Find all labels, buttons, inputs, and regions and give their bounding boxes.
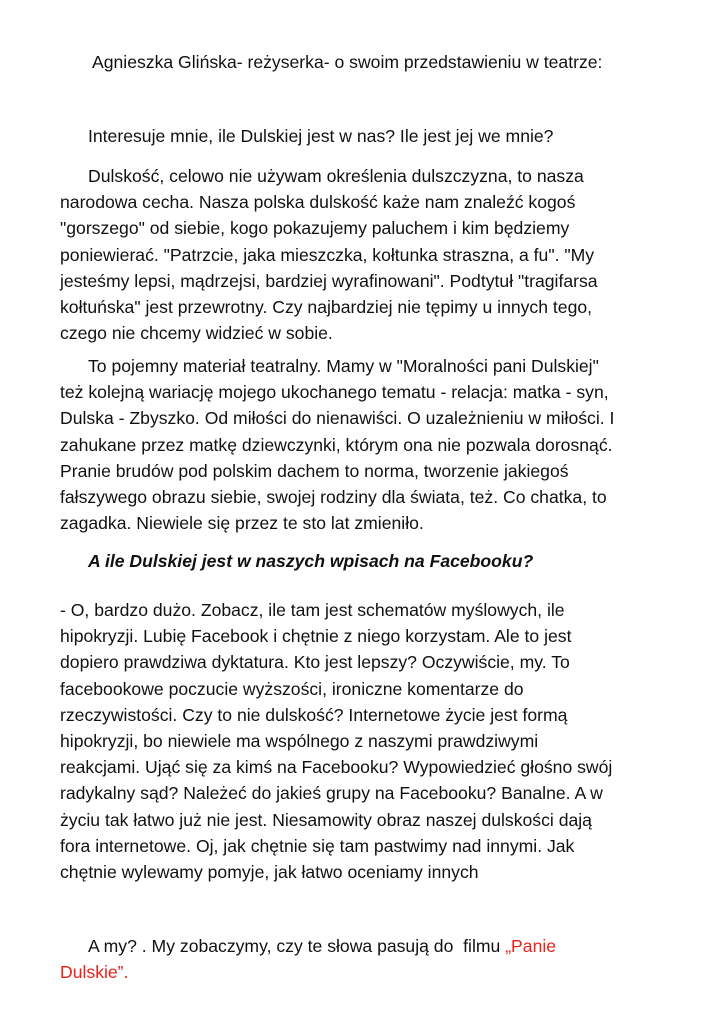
paragraph-3-line: dopiero prawdziwa dyktatura. Kto jest lepszy? Oczywiście, my. To bbox=[60, 652, 570, 673]
paragraph-3-line: reakcjami. Ująć się za kimś na Facebooku? Wypowiedzieć głośno swój bbox=[60, 757, 613, 778]
paragraph-1-line: Dulskość, celowo nie używam określenia dulszczyzna, to nasza bbox=[88, 166, 584, 186]
film-title-link: „Panie bbox=[505, 936, 557, 956]
paragraph-1 bbox=[60, 163, 680, 346]
paragraph-3-line: facebookowe poczucie wyższości, ironiczne komentarze do bbox=[60, 678, 524, 699]
paragraph-3-line: hipokryzji. Lubię Facebook i chętnie z niego korzystam. Ale to jest bbox=[60, 626, 572, 647]
paragraph-2-line: też kolejną wariację mojego ukochanego tematu - relacja: matka - syn, bbox=[60, 382, 609, 403]
question-1-text: Interesuje mnie, ile Dulskiej jest w nas? Ile jest jej we mnie? bbox=[88, 126, 554, 146]
paragraph-3-line: radykalny sąd? Należeć do jakieś grupy na Facebooku? Banalne. A w bbox=[60, 783, 603, 804]
closing-paragraph bbox=[60, 933, 680, 985]
question-2 bbox=[60, 548, 680, 574]
film-title-link-continued: Dulskie”. bbox=[60, 962, 129, 983]
paragraph-2-line: Pranie brudów pod polskim dachem to norma, tworzenie jakiegoś bbox=[60, 460, 569, 481]
paragraph-1-line: kołtuńska" jest przewrotny. Czy najbardziej nie tępimy u innych tego, bbox=[60, 297, 593, 318]
paragraph-3-line: fora internetowe. Oj, jak chętnie się tam pastwimy nad innymi. Jak bbox=[60, 835, 575, 856]
paragraph-3-line: rzeczywistości. Czy to nie dulskość? Internetowe życie jest formą bbox=[60, 704, 568, 725]
paragraph-3-line: hipokryzji, bo niewiele ma wspólnego z naszymi prawdziwymi bbox=[60, 731, 539, 752]
paragraph-2 bbox=[60, 353, 680, 536]
paragraph-3 bbox=[60, 597, 680, 885]
paragraph-1-line: "gorszego" od siebie, kogo pokazujemy paluchem i kim będziemy bbox=[60, 218, 570, 239]
question-2-text: A ile Dulskiej jest w naszych wpisach na Facebooku? bbox=[88, 551, 534, 571]
paragraph-1-line: jesteśmy lepsi, mądrzejsi, bardziej wyrafinowani". Podtytuł "tragifarsa bbox=[60, 270, 598, 291]
paragraph-1-line: narodowa cecha. Nasza polska dulskość każe nam znaleźć kogoś bbox=[60, 192, 576, 213]
paragraph-2-line: zagadka. Niewiele się przez te sto lat zmieniło. bbox=[60, 513, 424, 534]
paragraph-2-line: Dulska - Zbyszko. Od miłości do nienawiści. O uzależnieniu w miłości. I bbox=[60, 408, 615, 429]
paragraph-3-line: życiu tak łatwo już nie jest. Niesamowity obraz naszej dulskości dają bbox=[60, 809, 592, 830]
paragraph-2-line: fałszywego obrazu siebie, swojej rodziny dla świata, też. Co chatka, to bbox=[60, 487, 607, 508]
paragraph-3-line: chętnie wylewamy pomyje, jak łatwo oceniamy innych bbox=[60, 862, 479, 883]
paragraph-2-line: To pojemny materiał teatralny. Mamy w "Moralności pani Dulskiej" bbox=[88, 356, 599, 376]
paragraph-2-line: zahukane przez matkę dziewczynki, którym ona nie pozwala dorosnąć. bbox=[60, 434, 613, 455]
closing-line bbox=[60, 933, 680, 959]
document-heading: Agnieszka Glińska- reżyserka- o swoim przedstawieniu w teatrze: bbox=[92, 52, 603, 72]
paragraph-1-line: poniewierać. "Patrzcie, jaka mieszczka, kołtunka straszna, a fu". "My bbox=[60, 244, 595, 265]
question-1 bbox=[60, 123, 680, 149]
paragraph-3-line: - O, bardzo dużo. Zobacz, ile tam jest schematów myślowych, ile bbox=[60, 600, 565, 620]
paragraph-1-line: czego nie chcemy widzieć w sobie. bbox=[60, 323, 333, 344]
closing-text: A my? . My zobaczymy, czy te słowa pasują do filmu bbox=[88, 936, 506, 956]
